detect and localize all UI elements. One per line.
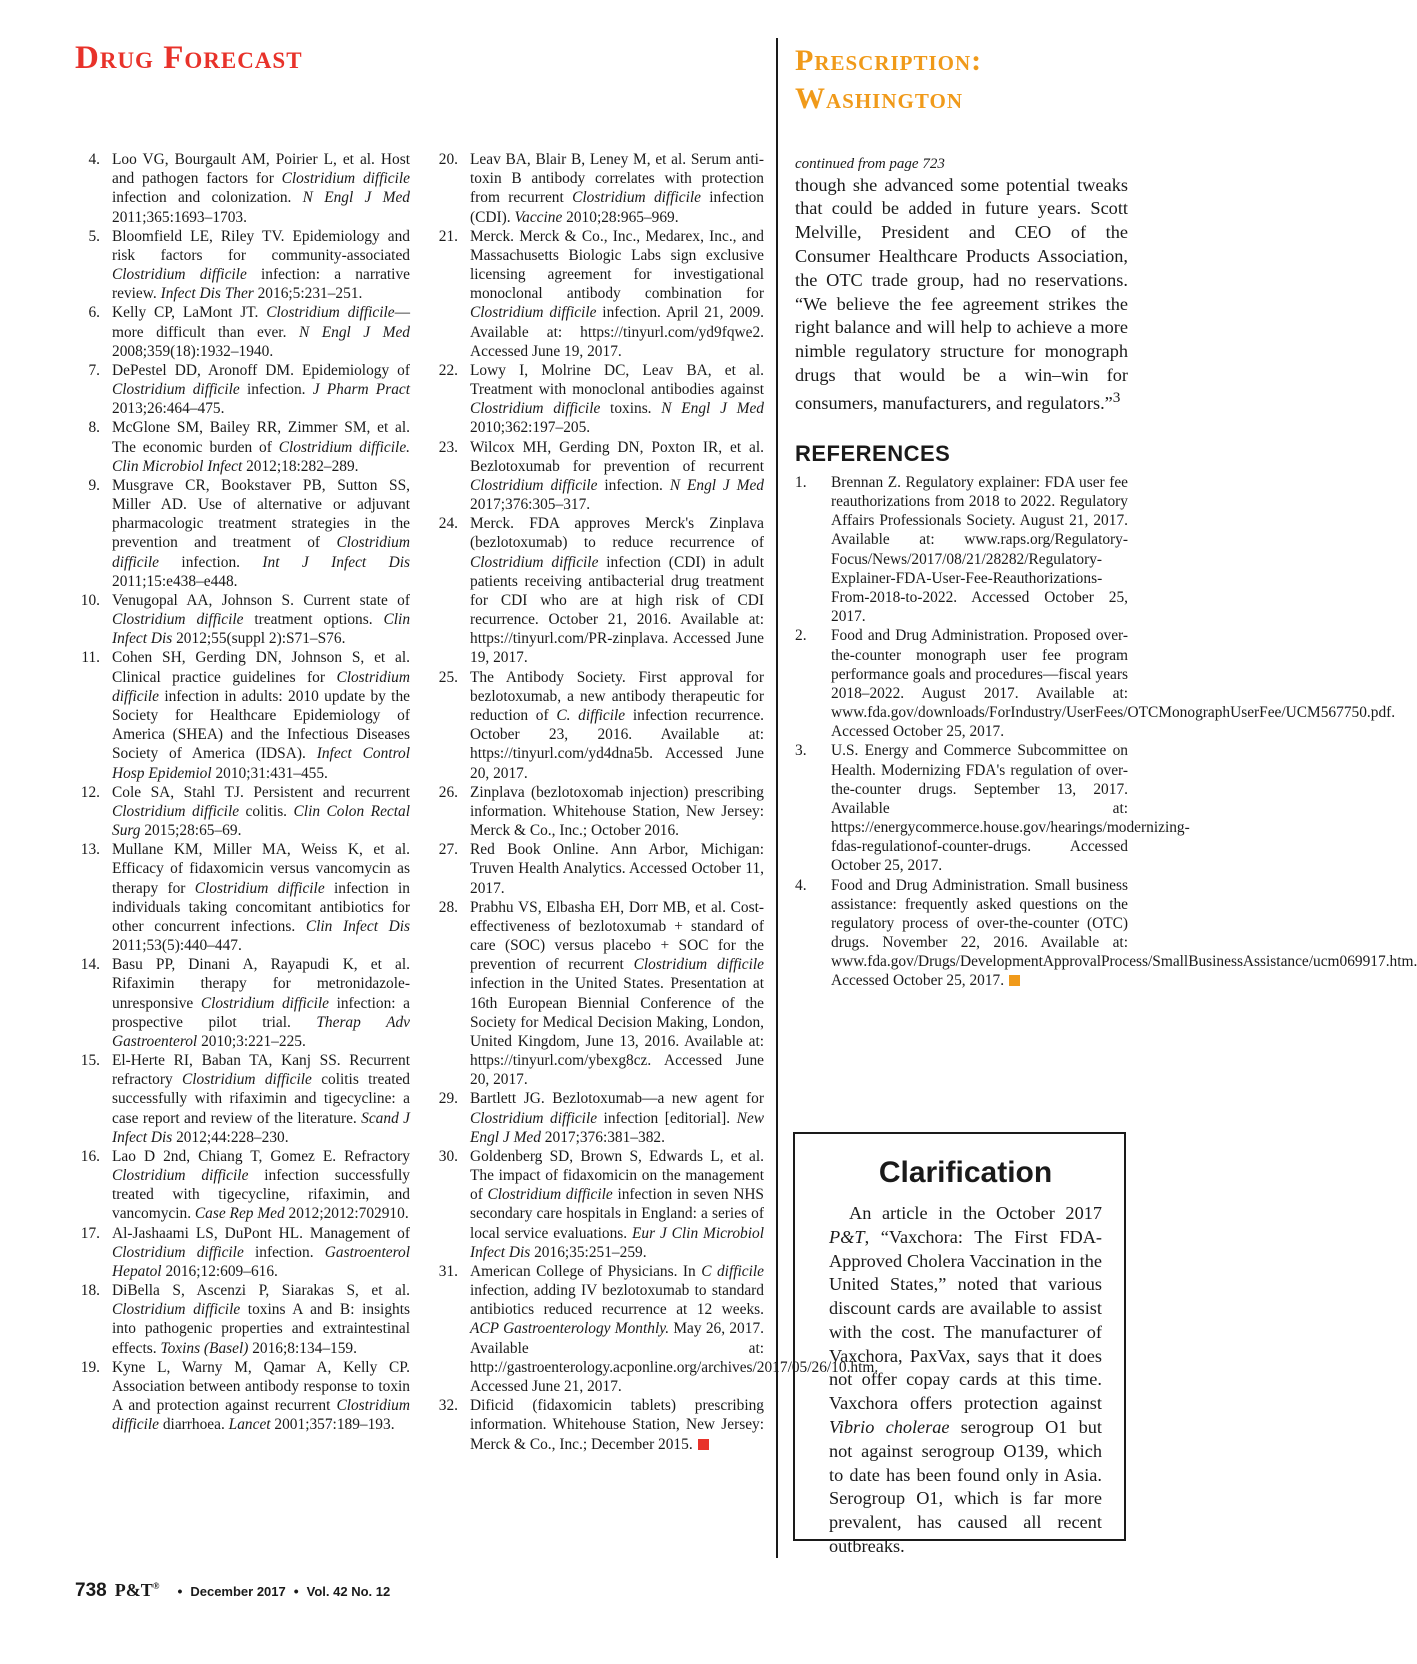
reference-number: 31.	[438, 1262, 458, 1280]
reference-number: 32.	[438, 1397, 458, 1415]
reference-item	[428, 438, 764, 515]
text-run: 2015;28:65–69.	[140, 822, 242, 840]
reference-item	[70, 303, 410, 361]
reference-number: 9.	[88, 476, 100, 494]
column-divider	[776, 38, 778, 1558]
reference-number: 8.	[88, 419, 100, 437]
reference-text	[112, 840, 410, 955]
reference-text	[112, 227, 410, 304]
reference-text	[112, 1358, 410, 1435]
text-run: Lowy I, Molrine DC, Leav BA, et al. Treatment with monoclonal antibodies against	[470, 361, 764, 399]
reference-item	[70, 955, 410, 1051]
reference-number: 30.	[438, 1147, 458, 1165]
reference-number: 21.	[438, 227, 458, 245]
italic-text: Infect Dis Ther	[160, 285, 254, 303]
text-run: 2013;26:464–475.	[112, 400, 225, 418]
reference-item	[70, 1051, 410, 1147]
washington-column	[795, 155, 1417, 991]
reference-item	[428, 227, 764, 361]
italic-text: Scand J Infect Dis	[112, 1109, 411, 1146]
italic-text: Clostridium difficile	[112, 1301, 241, 1319]
italic-text: Gastroenterol Hepatol	[112, 1243, 410, 1280]
italic-text: Int J Infect Dis	[262, 553, 410, 571]
italic-text: Therap Adv Gastroenterol	[112, 1013, 410, 1050]
text-run: treatment options.	[243, 611, 384, 629]
text-run: toxins A and B: insights into pathogenic properties and extraintestinal effects.	[112, 1301, 410, 1357]
italic-text: C. difficile	[556, 706, 626, 724]
reference-text	[470, 668, 764, 783]
reference-text	[112, 150, 410, 227]
reference-text	[831, 741, 1190, 875]
reference-item	[70, 591, 410, 649]
text-run: The Antibody Society. First approval for bezlotoxumab, a new antibody therapeutic for reduction of	[470, 668, 764, 724]
italic-text: Clostridium difficile	[470, 476, 598, 494]
italic-text: Clostridium difficile	[470, 1109, 598, 1127]
reference-item	[428, 1262, 879, 1396]
reference-number: 27.	[438, 841, 458, 859]
reference-item	[70, 476, 410, 591]
text-run: infection in seven NHS secondary care hospitals in England: a series of local service evaluations.	[470, 1186, 764, 1242]
citation-sup: 3	[1112, 388, 1121, 406]
italic-text: Clostridium difficile	[266, 304, 395, 322]
clarification-box	[793, 1132, 1126, 1556]
reference-item	[428, 1147, 764, 1262]
reference-text	[470, 361, 764, 438]
text-run: 2017;376:305–317.	[470, 496, 591, 514]
text-run: infection [editorial].	[597, 1109, 737, 1127]
reference-text	[112, 955, 410, 1051]
reference-text	[831, 876, 1417, 991]
text-run: 2011;365:1693–1703.	[112, 208, 247, 226]
italic-text: Clin Infect Dis	[112, 611, 411, 648]
reference-number: 15.	[80, 1052, 100, 1070]
text-run: infection in the United States. Presentation at 16th European Biennial Conference of the Society for Medical Decision Making, London, United Kingdom, June 13, 2016. Available at: https://tinyurl.com/ybexg8cz. Accessed June 20, 2017.	[470, 975, 764, 1089]
reference-text	[470, 840, 764, 898]
text-run: Loo VG, Bourgault AM, Poirier L, et al. Host and pathogen factors for	[112, 151, 410, 188]
italic-text: Clostridium difficile. Clin Microbiol Infect	[112, 438, 410, 475]
reference-list-left	[70, 150, 410, 1435]
italic-text: Clostridium difficile	[112, 802, 240, 820]
reference-item	[70, 648, 410, 782]
italic-text: Clostridium difficile	[470, 304, 597, 322]
reference-text	[112, 303, 410, 361]
text-run: 2016;12:609–616.	[161, 1262, 278, 1280]
reference-number: 24.	[438, 515, 458, 533]
prescription-washington-title	[795, 42, 982, 117]
title-line-1: Prescription:	[795, 44, 983, 77]
italic-text: Clostridium difficile	[487, 1186, 613, 1204]
reference-text	[470, 898, 764, 1090]
journal-name	[115, 1580, 160, 1601]
text-run: 2012;18:282–289.	[242, 457, 359, 475]
text-run: diarrhoea.	[159, 1416, 229, 1434]
text-run: Al-Jashaami LS, DuPont HL. Management of	[112, 1224, 410, 1242]
italic-text: Clostridium difficile	[112, 611, 244, 629]
italic-text: Clostridium difficile	[112, 1167, 249, 1185]
text-run: Merck. FDA approves Merck's Zinplava (bezlotoxumab) to reduce recurrence of	[470, 515, 764, 552]
text-run: colitis.	[239, 802, 294, 820]
reference-text	[470, 1396, 764, 1454]
text-run: Zinplava (bezlotoxomab injection) prescribing information. Whitehouse Station, New Jersey: Merck & Co., Inc.; October 2016.	[470, 783, 764, 840]
text-run: El-Herte RI, Baban TA, Kanj SS. Recurrent refractory	[112, 1052, 410, 1089]
italic-text: Vaccine	[514, 208, 563, 226]
text-run: infection: a narrative review.	[112, 266, 410, 303]
reference-text	[112, 1224, 410, 1282]
text-run: May 26, 2017. Available at: http://gastroenterology.acponline.org/archives/2017/05/26/10.htm. Accessed June 21, 2017.	[470, 1320, 879, 1395]
reference-number: 3.	[795, 742, 807, 760]
reference-item	[70, 1147, 410, 1224]
reference-item	[428, 898, 764, 1090]
italic-text: Clostridium difficile	[572, 189, 701, 207]
reference-item	[428, 1089, 764, 1147]
italic-text: Clostridium difficile	[281, 170, 410, 188]
text-run: Red Book Online. Ann Arbor, Michigan: Truven Health Analytics. Accessed October 11, 2017.	[470, 841, 764, 897]
page-number: 738	[75, 1580, 107, 1601]
text-run: 2012;55(suppl 2):S71–S76.	[172, 630, 346, 648]
italic-text: Vibrio cholerae	[829, 1417, 950, 1438]
text-run: U.S. Energy and Commerce Subcommittee on Health. Modernizing FDA's regulation of over-the-counter drugs. September 13, 2017. Available at: https://energycommerce.house.gov/hearings/modernizing-fdas-regulationof-counter-drugs. Accessed October 25, 2017.	[831, 742, 1190, 875]
italic-text: Clostridium difficile	[633, 956, 765, 974]
text-run: Kelly CP, LaMont JT.	[112, 304, 267, 322]
reference-text	[470, 438, 764, 515]
reference-item	[795, 876, 1417, 991]
clarification-body	[829, 1202, 1102, 1559]
reference-number: 10.	[80, 591, 100, 609]
reference-item	[428, 668, 764, 783]
text-run: Cole SA, Stahl TJ. Persistent and recurrent	[112, 783, 410, 801]
text-run: 2010;362:197–205.	[470, 419, 591, 437]
title-line-2: Washington	[795, 81, 963, 115]
text-run: Dificid (fidaxomicin tablets) prescribing information. Whitehouse Station, New Jersey: Merck & Co., Inc.; December 2015.	[470, 1397, 764, 1453]
text-run: serogroup O1 but not against serogroup O139, which to date has been found only in Asia. Serogroup O1, which is far more prevalent, has caused all recent outbreaks.	[829, 1417, 1102, 1556]
text-run: 2017;376:381–382.	[540, 1128, 665, 1146]
drug-forecast-title: Drug Forecast	[75, 40, 303, 76]
text-run: McGlone SM, Bailey RR, Zimmer SM, et al. The economic burden of	[112, 419, 410, 456]
italic-text: Clostridium difficile	[112, 668, 410, 705]
text-run: infection.	[239, 381, 313, 399]
text-run: 2010;31:431–455.	[211, 764, 328, 782]
italic-text: Clostridium difficile	[112, 1397, 410, 1434]
reference-number: 13.	[80, 841, 100, 859]
text-run: Merck. Merck & Co., Inc., Medarex, Inc., and Massachusetts Biologic Labs sign exclusive licensing agreement for investigational monoclonal antibody combination for	[470, 227, 764, 303]
reference-item	[70, 418, 410, 476]
reference-item	[70, 1224, 410, 1282]
text-run: infection.	[243, 1243, 325, 1261]
text-run: 2016;5:231–251.	[253, 285, 363, 303]
text-run: Lao D 2nd, Chiang T, Gomez E. Refractory	[112, 1147, 410, 1165]
text-run: 2016;35:251–259.	[530, 1243, 647, 1261]
text-run: Bartlett JG. Bezlotoxumab—a new agent for	[470, 1090, 764, 1108]
italic-text: J Pharm Pract	[312, 381, 410, 399]
reference-text	[470, 1262, 879, 1396]
text-run: 2008;359(18):1932–1940.	[112, 342, 274, 360]
reference-item	[428, 783, 764, 841]
italic-text: Clostridium difficile	[470, 553, 599, 571]
reference-number: 26.	[438, 783, 458, 801]
italic-text: N Engl J Med	[302, 189, 410, 207]
references-column-left	[70, 150, 410, 1435]
reference-text	[470, 1147, 764, 1262]
reference-item	[795, 741, 1190, 875]
text-run: infection, adding IV bezlotoxumab to standard antibiotics reduced recurrence at 12 weeks.	[470, 1282, 764, 1319]
italic-text: C difficile	[701, 1262, 764, 1280]
issue-date: December 2017	[190, 1584, 286, 1599]
reference-number: 14.	[80, 956, 100, 974]
italic-text: N Engl J Med	[661, 400, 764, 418]
text-run: infection in adults: 2010 update by the Society for Healthcare Epidemiology of America (SHEA) and the Infectious Diseases Society of America (IDSA).	[112, 687, 410, 763]
continued-note: continued from page 723	[795, 156, 945, 172]
italic-text: Clin Colon Rectal Surg	[112, 802, 410, 840]
reference-list-washington	[795, 473, 1417, 991]
italic-text: Clin Infect Dis	[305, 917, 410, 935]
reference-number: 17.	[80, 1224, 100, 1242]
text-run: , “Vaxchora: The First FDA-Approved Cholera Vaccination in the United States,” noted that various discount cards are available to assist with the cost. The manufacturer of Vaxchora, PaxVax, says that it does not offer copay cards at this time. Vaxchora offers protection against	[829, 1226, 1102, 1414]
reference-text	[831, 473, 1128, 626]
text-run: Bloomfield LE, Riley TV. Epidemiology and risk factors for community-associated	[112, 227, 410, 264]
italic-text: P&T	[829, 1226, 865, 1247]
reference-item	[428, 361, 764, 438]
text-run: Musgrave CR, Bookstaver PB, Sutton SS, Miller AD. Use of alternative or adjuvant pharmacologic treatment strategies in the prevention and treatment of	[112, 476, 410, 552]
italic-text: Clostridium difficile	[470, 400, 601, 418]
italic-text: N Engl J Med	[298, 323, 410, 341]
reference-item	[70, 840, 410, 955]
reference-number: 4.	[795, 876, 807, 894]
text-run: Basu PP, Dinani A, Rayapudi K, et al. Rifaximin therapy for metronidazole-unresponsive	[112, 956, 410, 1012]
text-run: Prabhu VS, Elbasha EH, Dorr MB, et al. Cost-effectiveness of bezlotoxumab + standard of care (SOC) versus placebo + SOC for the prevention of recurrent	[470, 898, 764, 974]
text-run: 2011;53(5):440–447.	[112, 937, 242, 955]
reference-text	[112, 476, 410, 591]
reference-text	[112, 783, 410, 841]
reference-number: 1.	[795, 473, 807, 491]
reference-item	[70, 1281, 410, 1358]
reference-item	[70, 783, 410, 841]
reference-text	[112, 1281, 410, 1358]
text-run: infection recurrence. October 23, 2016. Available at: https://tinyurl.com/yd4dna5b. Accessed June 20, 2017.	[470, 706, 765, 782]
italic-text: Case Rep Med	[194, 1205, 285, 1223]
italic-text: Clostridium difficile	[181, 1071, 312, 1089]
reference-text	[112, 418, 410, 476]
text-run: Leav BA, Blair B, Leney M, et al. Serum anti-toxin B antibody correlates with protection from recurrent	[470, 151, 764, 207]
washington-body	[795, 174, 1128, 416]
text-run: 2012;44:228–230.	[172, 1128, 289, 1146]
journal-title: P&T	[114, 1580, 153, 1600]
end-of-article-marker	[698, 1439, 709, 1450]
reference-number: 23.	[438, 438, 458, 456]
reference-item	[428, 1396, 764, 1454]
text-run: infection.	[159, 553, 263, 571]
text-run: Food and Drug Administration. Small business assistance: frequently asked questions on the regulatory process of over-the-counter (OTC) drugs. November 22, 2016. Available at: www.fda.gov/Drugs/DevelopmentApprovalProcess/SmallBusinessAssistance/ucm069917.htm. Accessed October 25, 2017.	[831, 876, 1417, 990]
text-run: 2010;3:221–225.	[197, 1032, 306, 1050]
reference-text	[470, 150, 764, 227]
text-run: infection.	[597, 476, 670, 494]
reference-text	[112, 591, 410, 649]
text-run: Wilcox MH, Gerding DN, Poxton IR, et al. Bezlotoxumab for prevention of recurrent	[470, 438, 764, 475]
reference-number: 6.	[88, 304, 100, 322]
reference-number: 11.	[81, 649, 100, 667]
text-run: 2012;2012:702910.	[284, 1205, 409, 1223]
reference-item	[70, 150, 410, 227]
reference-item	[70, 1358, 410, 1435]
text-run: An article in the October 2017	[849, 1203, 1102, 1223]
text-run: 2011;15:e438–e448.	[112, 572, 238, 590]
text-run: infection: a prospective pilot trial.	[112, 994, 410, 1031]
italic-text: ACP Gastroenterology Monthly.	[470, 1320, 670, 1338]
reference-item	[70, 227, 410, 304]
reference-item	[428, 514, 764, 667]
italic-text: New Engl J Med	[470, 1109, 764, 1146]
text-run: infection (CDI).	[470, 189, 764, 226]
clarification-heading: Clarification	[878, 1156, 1053, 1189]
separator-dot: •	[293, 1583, 299, 1599]
references-heading: REFERENCES	[795, 440, 951, 466]
reference-item	[428, 840, 764, 898]
reference-text	[112, 1051, 410, 1147]
text-run: Food and Drug Administration. Proposed over-the-counter monograph user fee program performance goals and procedures—fiscal years 2018–2022. August 2017. Available at: www.fda.gov/downloads/ForIndustry/UserFees/OTCMonographUserFee/UCM567750.pdf. Accessed October 25, 2017.	[831, 627, 1396, 741]
reference-number: 18.	[80, 1282, 100, 1300]
reference-number: 25.	[438, 668, 458, 686]
reference-number: 12.	[80, 783, 100, 801]
reference-item	[70, 361, 410, 419]
text-run: 2001;357:189–193.	[270, 1416, 395, 1434]
end-of-article-marker	[1009, 975, 1020, 986]
reference-item	[795, 473, 1128, 626]
italic-text: Clostridium difficile	[112, 1243, 244, 1261]
text-run: colitis treated successfully with rifaximin and tigecycline: a case report and review of the literature.	[112, 1071, 410, 1127]
italic-text: Clostridium difficile	[112, 381, 240, 399]
reference-number: 2.	[795, 627, 807, 645]
italic-text: Infect Control Hosp Epidemiol	[112, 745, 410, 782]
italic-text: Clostridium difficile	[200, 994, 329, 1012]
reference-number: 29.	[438, 1090, 458, 1108]
text-run: Venugopal AA, Johnson S. Current state of	[112, 591, 410, 609]
text-run: 2016;8:134–159.	[248, 1339, 357, 1357]
italic-text: Toxins (Basel)	[160, 1339, 249, 1357]
text-run: infection. April 21, 2009. Available at: https://tinyurl.com/yd9fqwe2. Accessed June 19, 2017.	[470, 304, 764, 360]
reference-text	[470, 783, 764, 841]
italic-text: Clostridium difficile	[112, 534, 410, 571]
reference-number: 28.	[438, 898, 458, 916]
text-run: —more difficult than ever.	[112, 304, 410, 341]
text-run: Mullane KM, Miller MA, Weiss K, et al. Efficacy of fidaxomicin versus vancomycin as therapy for	[112, 841, 410, 897]
volume-info: Vol. 42 No. 12	[306, 1584, 391, 1599]
reference-text	[470, 227, 764, 361]
text-run: infection successfully treated with tigecycline, rifaximin, and vancomycin.	[112, 1167, 410, 1223]
italic-text: Lancet	[228, 1416, 271, 1434]
page-footer	[75, 1580, 390, 1602]
text-run: DiBella S, Ascenzi P, Siarakas S, et al.	[112, 1282, 410, 1300]
text-run: 2010;28:965–969.	[562, 208, 679, 226]
reference-item	[428, 150, 764, 227]
text-run: infection (CDI) in adult patients receiving antibacterial drug treatment for CDI who are at high risk of CDI recurrence. October 21, 2016. Available at: https://tinyurl.com/PR-zinplava. Accessed June 19, 2017.	[470, 553, 765, 667]
reference-number: 4.	[88, 151, 100, 168]
italic-text: Eur J Clin Microbiol Infect Dis	[470, 1224, 764, 1261]
text-run: Goldenberg SD, Brown S, Edwards L, et al. The impact of fidaxomicin on the management of	[470, 1147, 764, 1204]
text-run: American College of Physicians. In	[470, 1262, 702, 1280]
reference-number: 22.	[438, 361, 458, 379]
reference-text	[112, 648, 410, 782]
italic-text: Clostridium difficile	[112, 266, 247, 284]
reference-text	[112, 361, 410, 419]
reference-text	[470, 514, 764, 667]
text-run: infection and colonization.	[112, 189, 303, 207]
reference-text	[831, 626, 1396, 741]
reference-text	[112, 1147, 410, 1224]
text-run: infection in individuals taking concomitant antibiotics for other concurrent infections.	[112, 879, 411, 935]
body-text: though she advanced some potential tweaks that could be added in future years. Scott Melville, President and CEO of the Consumer Healthcare Products Association, the OTC trade group, had no reservations. “We believe the fee agreement strikes the right balance and will help to achieve a more nimble regulatory structure for monograph drugs that would be a win–win for consumers, manufacturers, and regulators.”	[795, 174, 1128, 413]
text-run: Kyne L, Warny M, Qamar A, Kelly CP. Association between antibody response to toxin A and protection against recurrent	[112, 1358, 410, 1415]
italic-text: N Engl J Med	[669, 476, 764, 494]
text-run: toxins.	[600, 400, 662, 418]
reference-number: 20.	[438, 151, 458, 168]
registered-mark: ®	[152, 1581, 160, 1591]
separator-dot: •	[177, 1583, 183, 1599]
reference-number: 16.	[80, 1147, 100, 1165]
text-run: Brennan Z. Regulatory explainer: FDA user fee reauthorizations from 2018 to 2022. Regulatory Affairs Professionals Society. August 21, 2017. Available at: www.raps.org/Regulatory-Focus/News/2017/08/21/28282/Regulatory-Explainer-FDA-User-Fee-Reauthorizations-From-2018-to-2022. Accessed October 25, 2017.	[831, 473, 1128, 626]
italic-text: Clostridium difficile	[194, 879, 325, 897]
text-run: Cohen SH, Gerding DN, Johnson S, et al. Clinical practice guidelines for	[112, 649, 410, 686]
reference-item	[795, 626, 1396, 741]
reference-number: 5.	[88, 227, 100, 245]
reference-text	[470, 1089, 764, 1147]
reference-number: 19.	[80, 1358, 100, 1376]
reference-number: 7.	[88, 361, 100, 379]
text-run: DePestel DD, Aronoff DM. Epidemiology of	[112, 361, 410, 379]
